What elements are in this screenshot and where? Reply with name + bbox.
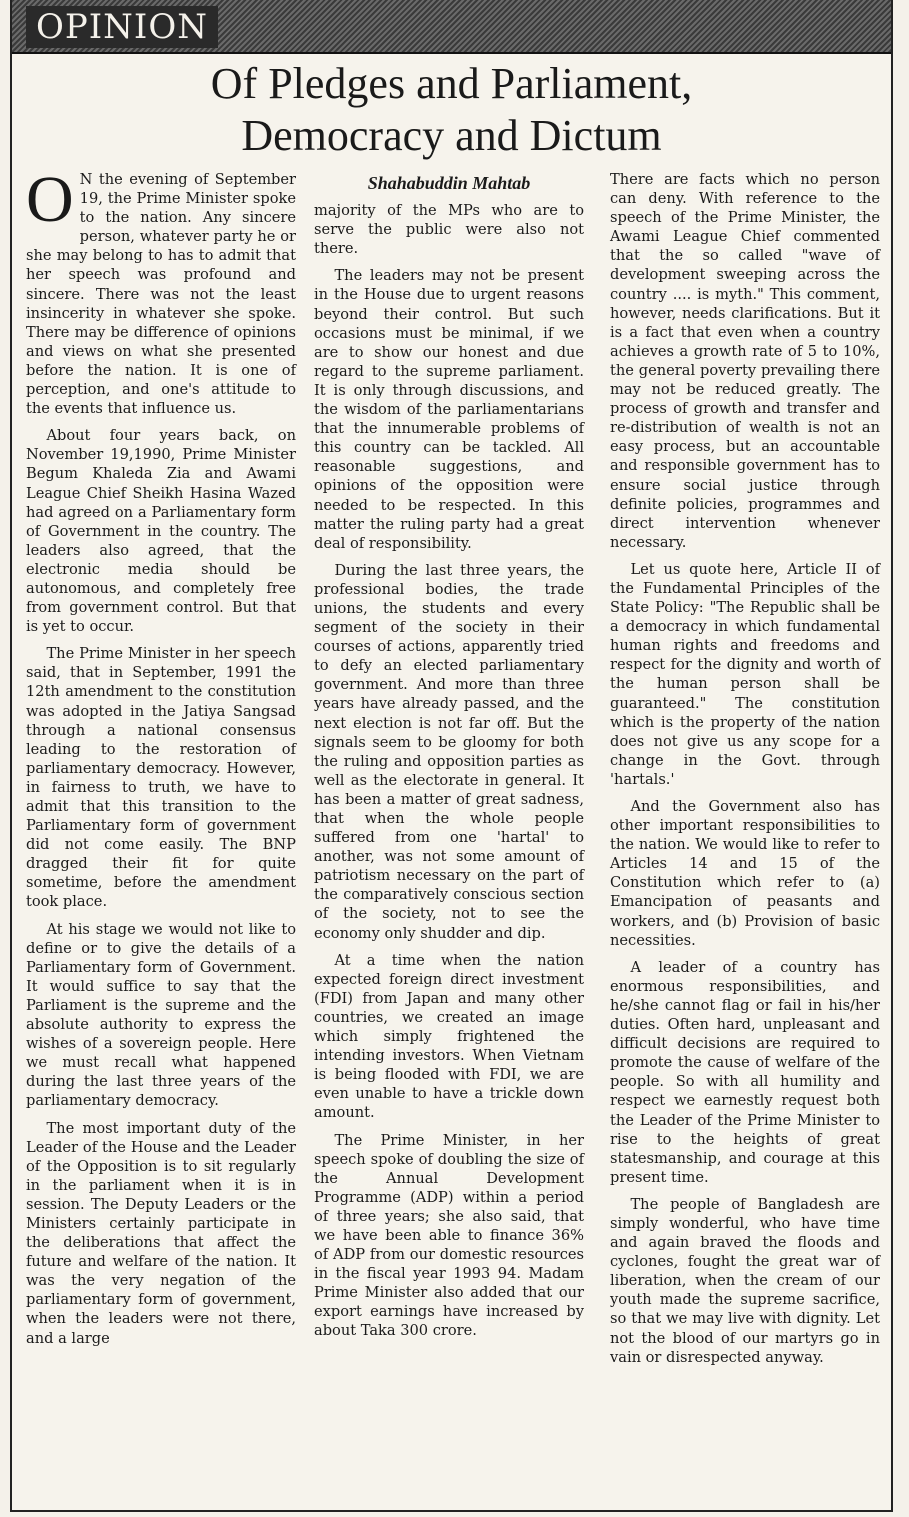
headline-line-2: Democracy and Dictum — [241, 111, 662, 160]
paragraph: O N the evening of September 19, the Prime Minister spoke to the nation. Any sincere person, whatever party he or she may belong to has to admit that her speech was profound and sincere. There was not the least insincerity in whatever she spoke. There may be difference of opinions and views on what she presented before the nation. It is one of perception, and one's attitude to the events that influence us. — [26, 163, 296, 418]
paragraph: Let us quote here, Article II of the Fundamental Principles of the State Policy: "The Republic shall be a democracy in which fundamental human rights and freedoms and respect for the dignity and worth of the human person shall be guaranteed." The constitution which is the property of the nation does not give us any scope for a change in the Govt. through 'hartals.' — [610, 560, 880, 788]
paragraph: majority of the MPs who are to serve the public were also not there. — [314, 202, 584, 258]
paragraph: At his stage we would not like to define or to give the details of a Parliamentary form of Government. It would suffice to say that the Parliament is the supreme and the absolute authority to express the wishes of a sovereign people. Here we must recall what happened during the last three years of the parliamentary democracy. — [26, 920, 296, 1110]
headline-line-1: Of Pledges and Parliament, — [210, 59, 693, 108]
paragraph: And the Government also has other important responsibilities to the nation. We would like to refer to Articles 14 and 15 of the Constitution which refer to (a) Emancipation of peasants and workers, and (b) Provision of basic necessities. — [610, 798, 880, 949]
section-banner — [12, 0, 891, 54]
paragraph: At a time when the nation expected foreign direct investment (FDI) from Japan and many other countries, we created an image which simply frightened the intending investors. When Vietnam is being flooded with FDI, we are even unable to have a trickle down amount. — [314, 951, 584, 1122]
byline: Shahabuddin Mahtab — [367, 173, 531, 193]
paragraph: There are facts which no person can deny. With reference to the speech of the Prime Minister, the Awami League Chief commented that the so called "wave of development sweeping across the country .... is myth." This comment, however, needs clarifications. But it is a fact that even when a country achieves a growth rate of 5 to 10%, the general poverty prevailing there may not be reduced greatly. The process of growth and transfer and re-distribution of wealth is not an easy process, but an accountable and responsible government has to ensure social justice through definite policies, programmes and direct intervention whenever necessary. — [610, 171, 880, 551]
paragraph: A leader of a country has enormous responsibilities, and he/she cannot flag or fail in his/her duties. Often hard, unpleasant and difficult decisions are required to promote the cause of welfare of the people. So with all humility and respect we earnestly request both the Leader of the Prime Minister to rise to the heights of great statesmanship, and courage at this present time. — [610, 958, 880, 1186]
paragraph: About four years back, on November 19,1990, Prime Minister Begum Khaleda Zia and Awami League Chief Sheikh Hasina Wazed had agreed on a Parliamentary form of Government in the country. The leaders also agreed, that the electronic media should be autonomous, and completely free from government control. But that is yet to occur. — [26, 427, 296, 636]
column-3 — [610, 170, 880, 1375]
column-2 — [314, 170, 584, 1349]
section-label: OPINION — [26, 6, 218, 48]
newspaper-clipping — [10, 0, 893, 1512]
paragraph: The Prime Minister, in her speech spoke of doubling the size of the Annual Development Programme (ADP) within a period of three years; she also said, that we have been able to finance 36% of ADP from our domestic resources in the fiscal year 1993 94. Madam Prime Minister also added that our export earnings have increased by about Taka 300 crore. — [314, 1131, 584, 1340]
paragraph: The Prime Minister in her speech said, that in September, 1991 the 12th amendment to the constitution was adopted in the Jatiya Sangsad through a national consensus leading to the restoration of parliamentary democracy. However, in fairness to truth, we have to admit that this transition to the Parliamentary form of government did not come easily. The BNP dragged their fit for quite sometime, before the amendment took place. — [26, 645, 296, 911]
drop-cap: O — [26, 163, 74, 236]
paragraph: The people of Bangladesh are simply wonderful, who have time and again braved the floods and cyclones, fought the great war of liberation, when the cream of our youth made the supreme sacrifice, so that we may live with dignity. Let not the blood of our martyrs go in vain or disrespected anyway. — [610, 1195, 880, 1366]
article-headline — [12, 58, 891, 162]
paragraph: The most important duty of the Leader of the House and the Leader of the Opposition is to sit regularly in the parliament when it is in session. The Deputy Leaders or the Ministers certainly participate in the deliberations that affect the future and welfare of the nation. It was the very negation of the parliamentary form of government, when the leaders were not there, and a large — [26, 1119, 296, 1347]
paragraph: During the last three years, the professional bodies, the trade unions, the students and every segment of the society in their courses of actions, apparently tried to defy an elected parliamentary government. And more than three years have already passed, and the next election is not far off. But the signals seem to be gloomy for both the ruling and opposition parties as well as the electorate in general. It has been a matter of great sadness, that when the whole people suffered from one 'hartal' to another, was not some amount of patriotism necessary on the part of the comparatively conscious section of the society, not to see the economy only shudder and dip. — [314, 561, 584, 942]
column-1 — [26, 163, 296, 1356]
paragraph: The leaders may not be present in the House due to urgent reasons beyond their control. But such occasions must be minimal, if we are to show our honest and due regard to the supreme parliament. It is only through discussions, and the wisdom of the parliamentarians that the innumerable problems of this country can be tackled. All reasonable suggestions, and opinions of the opposition were needed to be respected. In this matter the ruling party had a great deal of responsibility. — [314, 267, 584, 552]
